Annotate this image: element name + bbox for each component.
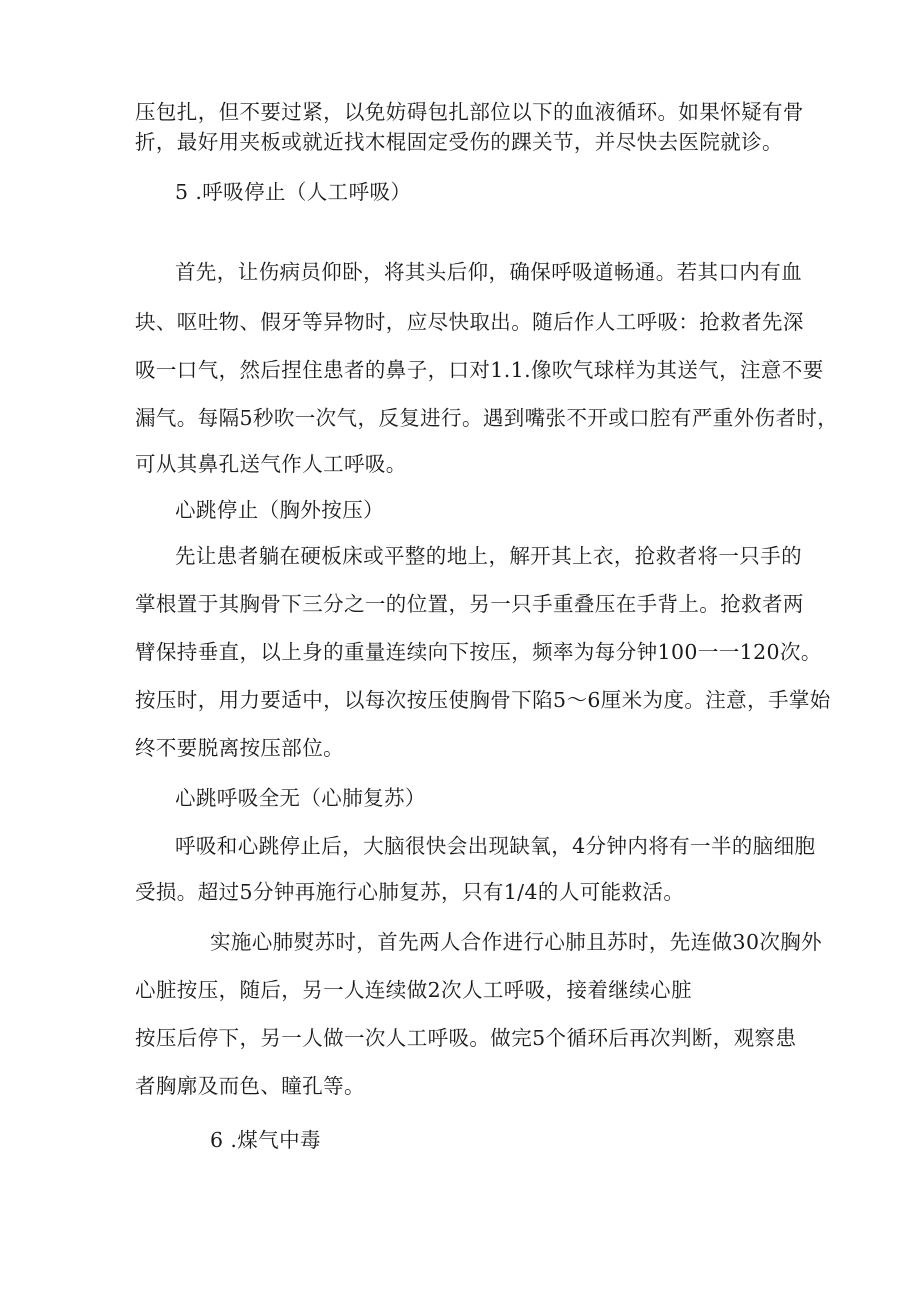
body-text-line: 按压后停下，另一人做一次人工呼吸。做完5个循环后再次判断，观察患 <box>135 1026 797 1050</box>
body-text-line: 心脏按压，随后，另一人连续做2次人工呼吸，接着继续心脏 <box>135 978 692 1002</box>
body-text-line: 先让患者躺在硬板床或平整的地上，解开其上衣，抢救者将一只手的 <box>175 544 802 568</box>
body-text-line: 折，最好用夹板或就近找木棍固定受伤的踝关节，并尽快去医院就诊。 <box>135 130 783 154</box>
body-text-line: 可从其鼻孔送气作人工呼吸。 <box>135 452 407 476</box>
body-text-line: 掌根置于其胸骨下三分之一的位置，另一只手重叠压在手背上。抢救者两 <box>135 592 804 616</box>
body-text-line: 呼吸和心跳停止后，大脑很快会出现缺氧，4分钟内将有一半的脑细胞 <box>175 834 816 858</box>
body-text-line: 受损。超过5分钟再施行心肺复苏，只有1/4的人可能救活。 <box>135 880 685 904</box>
body-text-line: 者胸廓及而色、瞳孔等。 <box>135 1074 365 1098</box>
body-text-line: 按压时，用力要适中，以每次按压使胸骨下陷5～6厘米为度。注意，手掌始 <box>135 688 831 712</box>
body-text-line: 实施心肺熨苏时，首先两人合作进行心肺且苏时，先连做30次胸外 <box>210 930 823 954</box>
section-heading-cpr: 心跳呼吸全无（心肺复苏） <box>175 786 426 810</box>
body-text-line: 压包扎，但不要过紧，以免妨碍包扎部位以下的血液循环。如果怀疑有骨 <box>135 100 804 124</box>
body-text-line: 漏气。每隔5秒吹一次气，反复进行。遇到嘴张不开或口腔有严重外伤者时， <box>135 406 839 430</box>
section-heading-gas-poisoning: 6 .煤气中毒 <box>210 1128 321 1152</box>
body-text-line: 首先，让伤病员仰卧，将其头后仰，确保呼吸道畅通。若其口内有血 <box>175 260 802 284</box>
body-text-line: 终不要脱离按压部位。 <box>135 736 344 760</box>
body-text-line: 吸一口气，然后捏住患者的鼻子，口对1.1.像吹气球样为其送气，注意不要 <box>135 358 824 382</box>
body-text-line: 臂保持垂直，以上身的重量连续向下按压，频率为每分钟100一一120次。 <box>135 640 822 664</box>
section-heading-breathing-stop: 5 .呼吸停止（人工呼吸） <box>175 180 412 204</box>
body-text-line: 块、呕吐物、假牙等异物时，应尽快取出。随后作人工呼吸：抢救者先深 <box>135 310 804 334</box>
section-heading-heart-stop: 心跳停止（胸外按压） <box>175 498 384 522</box>
